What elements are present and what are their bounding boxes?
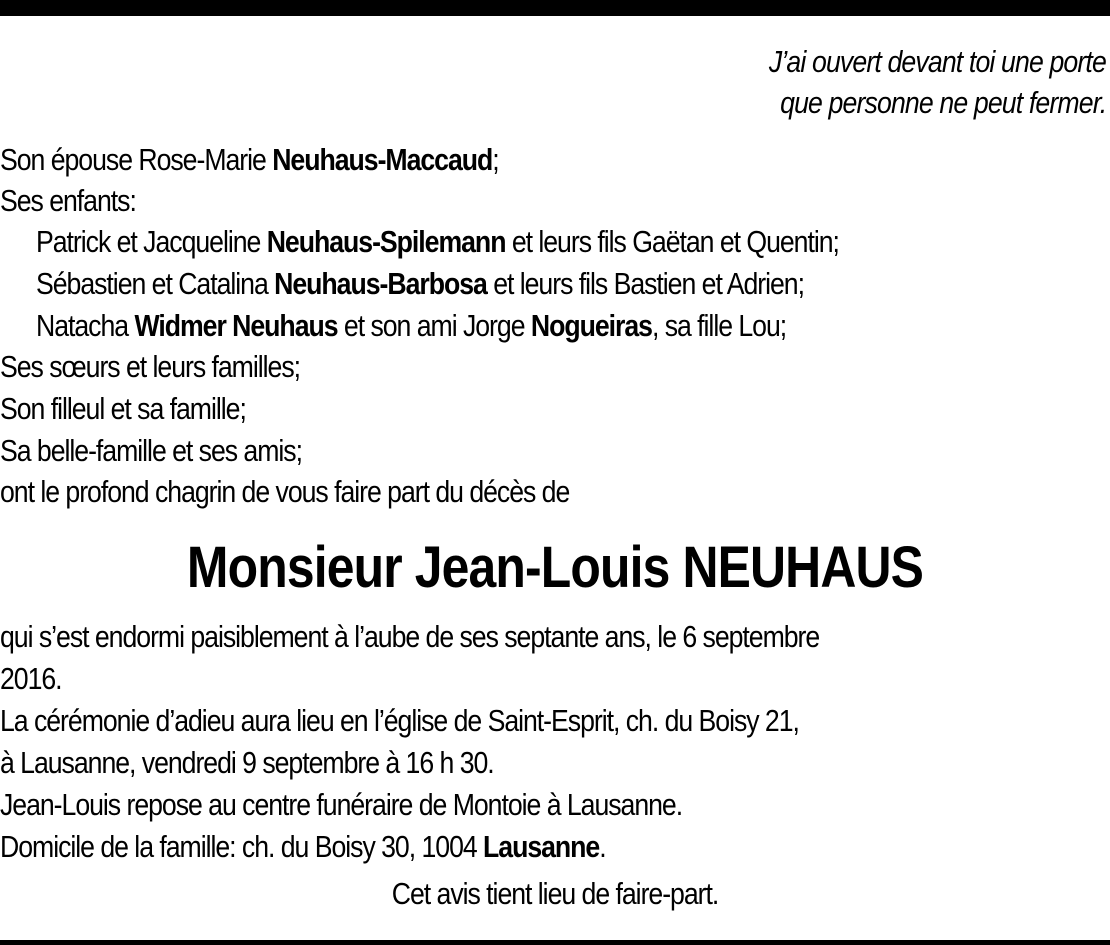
child-line-1 [36, 223, 839, 261]
quote-line-2: que personne ne peut fermer. [779, 85, 1106, 120]
child3-suffix: , sa fille Lou; [651, 308, 787, 343]
child1-suffix: et leurs fils Gaëtan et Quentin; [505, 224, 839, 259]
child3-partner: Nogueiras [530, 308, 652, 343]
child-line-3 [36, 307, 786, 345]
details-line-4: à Lausanne, vendredi 9 septembre à 16 h 30. [0, 745, 494, 780]
spouse-name: Neuhaus-Maccaud [272, 142, 493, 177]
children-heading: Ses enfants: [0, 183, 136, 218]
child3-name: Widmer Neuhaus [134, 308, 338, 343]
details-line-1: qui s’est endormi paisiblement à l’aube de ses septante ans, le 6 septembre [0, 619, 820, 654]
child3-prefix: Natacha [36, 308, 135, 343]
child-line-2 [36, 265, 804, 303]
quote-line-1: J’ai ouvert devant toi une porte [768, 44, 1106, 79]
address-suffix: . [599, 829, 606, 864]
child2-prefix: Sébastien et Catalina [36, 266, 275, 301]
child3-mid: et son ami Jorge [337, 308, 531, 343]
spouse-prefix: Son épouse Rose-Marie [0, 142, 273, 177]
details-line-2: 2016. [0, 661, 62, 696]
closing-note: Cet avis tient lieu de faire-part. [391, 876, 719, 911]
godson-line: Son filleul et sa famille; [0, 391, 246, 426]
top-border [0, 0, 1110, 16]
address-prefix: Domicile de la famille: ch. du Boisy 30, 1004 [0, 829, 484, 864]
bottom-border [0, 940, 1110, 945]
address-city: Lausanne [483, 829, 600, 864]
sisters-line: Ses sœurs et leurs familles; [0, 349, 301, 384]
deceased-name: Monsieur Jean-Louis NEUHAUS [186, 535, 924, 600]
details-line-5: Jean-Louis repose au centre funéraire de Montoie à Lausanne. [0, 787, 683, 822]
details-line-3: La cérémonie d’adieu aura lieu en l’église de Saint-Esprit, ch. du Boisy 21, [0, 703, 799, 738]
child2-suffix: et leurs fils Bastien et Adrien; [486, 266, 804, 301]
spouse-suffix: ; [492, 142, 499, 177]
child1-prefix: Patrick et Jacqueline [36, 224, 267, 259]
details-line-6 [0, 828, 606, 866]
inlaws-line: Sa belle-famille et ses amis; [0, 433, 302, 468]
child1-name: Neuhaus-Spilemann [266, 224, 506, 259]
announce-line: ont le profond chagrin de vous faire part du décès de [0, 474, 570, 509]
child2-name: Neuhaus-Barbosa [274, 266, 487, 301]
spouse-line [0, 141, 499, 179]
